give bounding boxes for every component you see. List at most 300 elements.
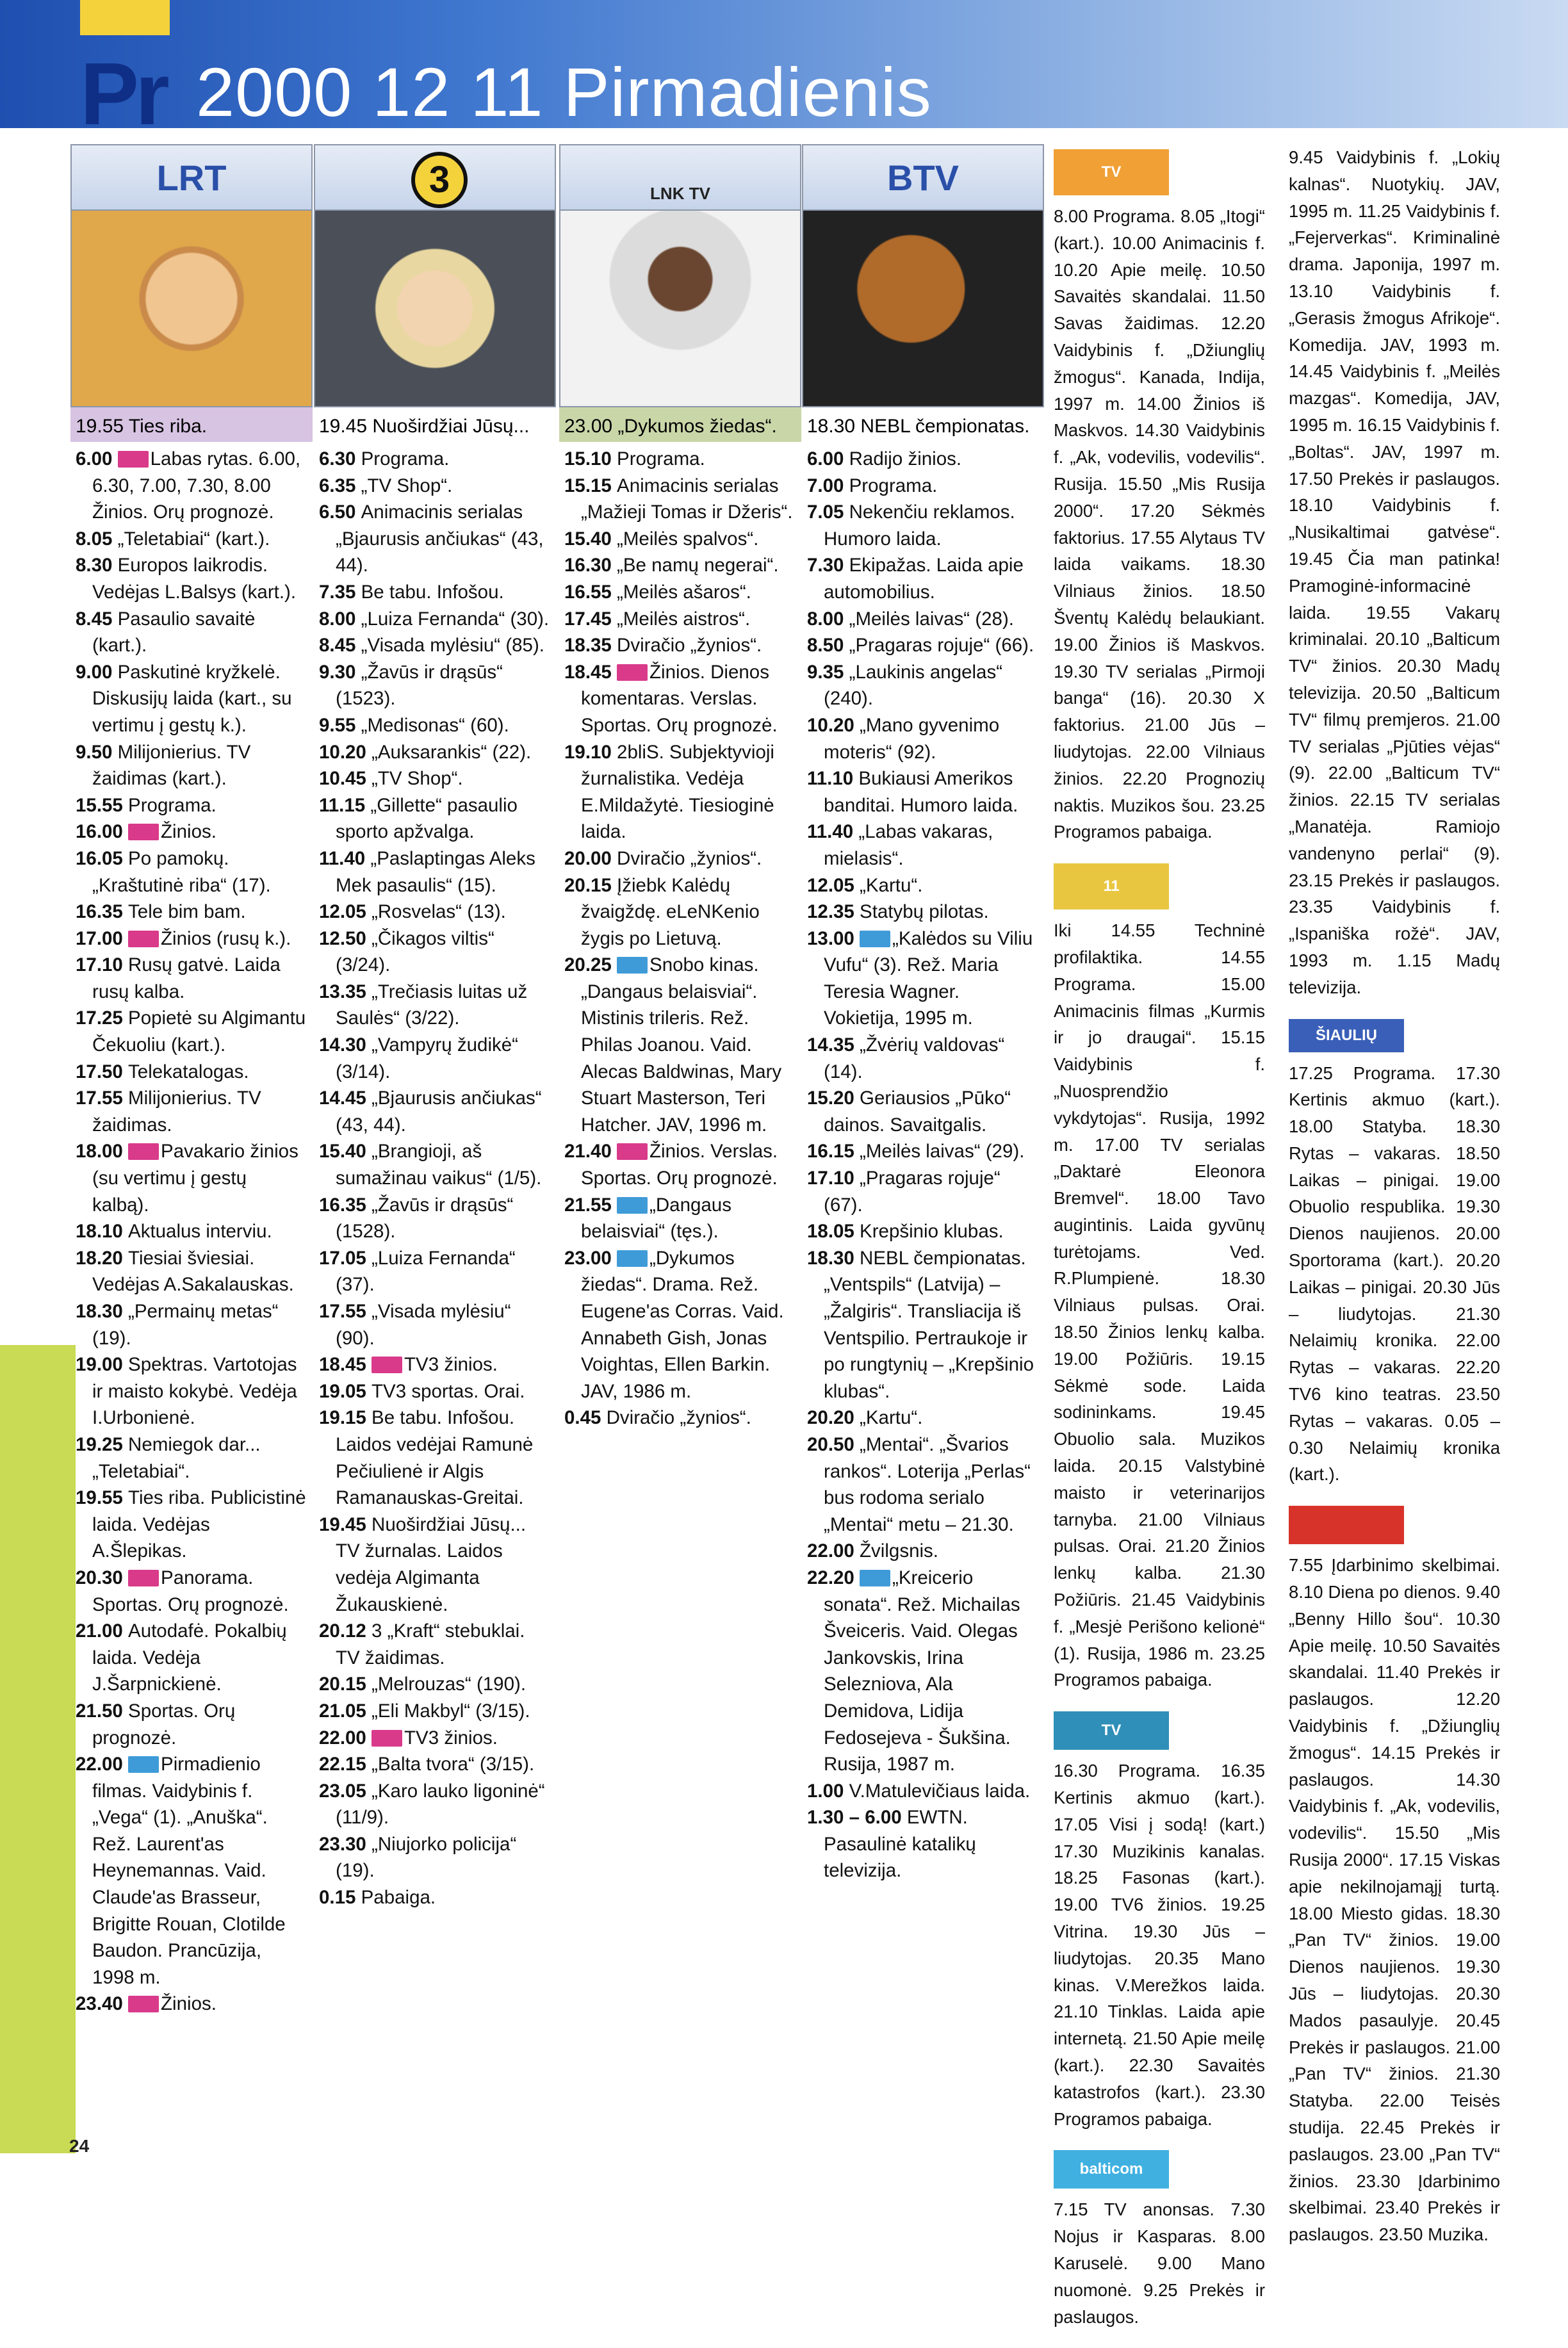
program-entry bbox=[319, 659, 551, 712]
program-title: „Laukinis angelas“ (240). bbox=[824, 661, 1003, 710]
program-entry bbox=[76, 1618, 307, 1698]
program-entry bbox=[564, 446, 796, 473]
program-entry bbox=[319, 1884, 551, 1911]
program-listing bbox=[559, 442, 801, 1431]
program-title: „Meilės ašaros“. bbox=[617, 581, 751, 603]
program-entry bbox=[76, 1431, 307, 1485]
program-title: Nemiegok dar... „Teletabiai“. bbox=[92, 1433, 261, 1482]
program-title: Snobo kinas. „Dangaus belaisviai“. Mistinis trileris. Rež. Philas Joanou. Vaid. Alecas Baldwinas, Mary Stuart Masterson, Teri Hatcher. JAV, 1996 m. bbox=[581, 954, 782, 1136]
program-time: 16.30 bbox=[564, 555, 617, 576]
program-title: 2bliS. Subjektyvioji žurnalistika. Vedėja E.Mildažytė. Tiesioginė laida. bbox=[581, 741, 774, 843]
program-title: „Dangaus belaisviai“ (tęs.). bbox=[581, 1194, 731, 1243]
program-time: 9.50 bbox=[76, 741, 118, 763]
program-title: „Trečiasis luitas už Saulės“ (3/22). bbox=[336, 981, 528, 1029]
program-title: Dviračio „žynios“. bbox=[617, 847, 762, 869]
program-time: 7.00 bbox=[807, 475, 849, 496]
program-title: 3 „Kraft“ stebuklai. TV žaidimas. bbox=[336, 1620, 525, 1668]
program-time: 18.35 bbox=[564, 635, 617, 656]
program-title: Labas rytas. 6.00, 6.30, 7.00, 7.30, 8.00 Žinios. Orų prognozė. bbox=[92, 448, 301, 523]
program-time: 9.55 bbox=[319, 714, 361, 736]
program-time: 16.00 bbox=[76, 821, 129, 843]
program-time: 14.45 bbox=[319, 1088, 372, 1109]
program-time: 13.35 bbox=[319, 981, 372, 1002]
film-badge-icon bbox=[128, 1756, 159, 1773]
program-title: „Gillette“ pasaulio sporto apžvalga. bbox=[336, 794, 518, 843]
program-time: 15.15 bbox=[564, 475, 617, 496]
station-schedule: 7.15 TV anonsas. 7.30 Nojus ir Kasparas. 8.00 Karuselė. 9.00 Mano nuomonė. 9.25 Prekės ir paslaugos. bbox=[1054, 2199, 1265, 2327]
program-title: Europos laikrodis. Vedėjas L.Balsys (kart.). bbox=[92, 555, 297, 603]
program-entry bbox=[807, 446, 1039, 473]
program-entry bbox=[319, 1085, 551, 1138]
program-time: 19.55 bbox=[76, 1487, 129, 1509]
program-time: 7.35 bbox=[319, 581, 361, 603]
program-time: 19.10 bbox=[564, 741, 617, 763]
program-entry bbox=[319, 499, 551, 579]
program-time: 19.25 bbox=[76, 1433, 129, 1455]
program-title: Pirmadienio filmas. Vaidybinis f. „Vega“ (1). „Anuška“. Rež. Laurent'as Heynemannas. Vaid. Claude'as Brasseur, Brigitte Rouan, Clotilde Baudon. Prancūzija, 1998 m. bbox=[92, 1754, 286, 1988]
program-title: Radijo žinios. bbox=[849, 448, 962, 469]
program-time: 9.00 bbox=[76, 661, 118, 683]
program-title: Dviračio „žynios“. bbox=[606, 1407, 751, 1429]
program-title: „Kreicerio sonata“. Rež. Michailas Šveiceris. Vaid. Olegas Jankovskis, Irina Selezniova, Ala Demidova, Lidija Fedosejeva - Šukšina. Rusija, 1987 m. bbox=[824, 1567, 1020, 1775]
program-time: 23.00 bbox=[564, 1247, 617, 1269]
program-title: Pavakario žinios (su vertimu į gestų kalbą). bbox=[92, 1141, 298, 1216]
program-time: 9.35 bbox=[807, 661, 849, 683]
prime-time-highlight: 19.45 Nuoširdžiai Jūsų... bbox=[314, 407, 556, 442]
news-badge-icon bbox=[128, 824, 159, 840]
program-entry bbox=[319, 925, 551, 979]
program-entry bbox=[807, 659, 1039, 712]
program-title: Žinios. bbox=[161, 1993, 216, 2015]
program-entry bbox=[564, 526, 796, 553]
program-listing bbox=[314, 442, 556, 1911]
prime-time-highlight: 18.30 NEBL čempionatas. bbox=[802, 407, 1044, 442]
film-badge-icon bbox=[860, 1570, 890, 1586]
regional-station bbox=[1289, 144, 1500, 1001]
program-entry bbox=[319, 1698, 551, 1725]
program-time: 15.40 bbox=[319, 1141, 372, 1162]
program-time: 14.30 bbox=[319, 1034, 372, 1056]
program-title: „Pragaras rojuje“ (67). bbox=[824, 1168, 1000, 1216]
channel-photo bbox=[70, 211, 313, 407]
program-time: 12.05 bbox=[807, 874, 860, 896]
news-badge-icon bbox=[372, 1730, 402, 1747]
film-badge-icon bbox=[617, 1250, 648, 1267]
film-badge-icon bbox=[617, 1197, 648, 1214]
program-entry bbox=[564, 1192, 796, 1245]
program-title: Ekipažas. Laida apie automobilius. bbox=[824, 555, 1024, 603]
program-title: Programa. bbox=[617, 448, 705, 469]
news-badge-icon bbox=[128, 931, 159, 947]
news-badge-icon bbox=[128, 1143, 159, 1160]
program-title: Popietė su Algimantu Čekuoliu (kart.). bbox=[92, 1007, 306, 1056]
program-listing bbox=[70, 442, 313, 2018]
program-time: 6.35 bbox=[319, 475, 361, 496]
program-entry bbox=[76, 899, 307, 925]
program-title: Žinios. Dienos komentaras. Verslas. Sportas. Orų prognozė. bbox=[581, 661, 778, 736]
program-time: 12.05 bbox=[319, 901, 372, 923]
program-time: 18.30 bbox=[76, 1301, 129, 1322]
program-time: 12.35 bbox=[807, 901, 860, 923]
program-time: 8.50 bbox=[807, 635, 849, 656]
program-title: „Auksarankis“ (22). bbox=[372, 741, 532, 763]
program-time: 1.00 bbox=[807, 1780, 849, 1802]
program-entry bbox=[76, 526, 307, 553]
news-badge-icon bbox=[617, 1143, 648, 1160]
program-entry bbox=[76, 1751, 307, 1991]
page-number: 24 bbox=[69, 2136, 90, 2156]
program-entry bbox=[807, 1245, 1039, 1405]
station-logo: TV bbox=[1054, 1711, 1169, 1750]
program-entry bbox=[319, 1751, 551, 1778]
program-entry bbox=[76, 1991, 307, 2018]
regional-station bbox=[1054, 863, 1265, 1693]
margin-band bbox=[0, 128, 76, 1345]
program-time: 20.15 bbox=[564, 874, 617, 896]
program-title: Panorama. Sportas. Orų prognozė. bbox=[92, 1567, 289, 1615]
program-entry bbox=[319, 1512, 551, 1618]
program-entry bbox=[564, 632, 796, 659]
program-entry bbox=[807, 1565, 1039, 1778]
program-time: 17.25 bbox=[76, 1007, 129, 1029]
program-time: 19.45 bbox=[319, 1513, 372, 1535]
program-entry bbox=[76, 845, 307, 899]
program-time: 17.55 bbox=[319, 1301, 372, 1322]
program-title: Ties riba. Publicistinė laida. Vedėjas A.Šlepikas. bbox=[92, 1487, 306, 1562]
program-entry bbox=[807, 1138, 1039, 1165]
program-title: Pasaulio savaitė (kart.). bbox=[92, 608, 256, 656]
station-logo: ŠIAULIŲ bbox=[1289, 1019, 1404, 1052]
program-time: 17.10 bbox=[76, 954, 129, 976]
program-title: Programa. bbox=[361, 448, 450, 469]
station-logo: balticom bbox=[1054, 2150, 1169, 2189]
program-entry bbox=[76, 659, 307, 739]
program-time: 8.30 bbox=[76, 555, 118, 576]
regional-station bbox=[1054, 2150, 1265, 2330]
program-time: 17.10 bbox=[807, 1168, 860, 1189]
program-entry bbox=[564, 579, 796, 606]
program-entry bbox=[807, 632, 1039, 659]
program-title: „Bjaurusis ančiukas“ (43, 44). bbox=[336, 1088, 542, 1136]
program-entry bbox=[807, 1538, 1039, 1565]
program-time: 22.15 bbox=[319, 1754, 372, 1775]
program-time: 8.45 bbox=[319, 635, 361, 656]
program-time: 16.05 bbox=[76, 847, 129, 869]
program-time: 20.30 bbox=[76, 1567, 129, 1588]
program-time: 7.30 bbox=[807, 555, 849, 576]
program-entry bbox=[319, 792, 551, 845]
regional-station bbox=[1289, 1506, 1500, 2248]
station-schedule: 8.00 Programa. 8.05 „Itogi“ (kart.). 10.00 Animacinis f. 10.20 Apie meilę. 10.50 Savaitės skandalai. 11.50 Savas žaidimas. 12.20 Vaidybinis f. „Džiunglių žmogus“. Kanada, Indija, 1997 m. 14.00 Žinios iš Maskvos. 14.30 Vaidybinis f. „Ak, vodevilis, vodevilis“. Rusija. 15.50 „Mis Rusija 2000“. 17.20 Sėkmės faktorius. 17.55 Alytaus TV laida vaikams. 18.30 Vilniaus žinios. 18.50 Šventų Kalėdų belaukiant. 19.00 Žinios iš Maskvos. 19.30 TV serialas „Pirmoji banga“ (16). 20.30 X faktorius. 21.00 Jūs – liudytojas. 22.00 Vilniaus žinios. 22.20 Prognozių naktis. Muzikos šou. 23.25 Programos pabaiga. bbox=[1054, 206, 1265, 842]
regional-station bbox=[1054, 149, 1265, 845]
program-entry bbox=[807, 1778, 1039, 1805]
program-time: 20.50 bbox=[807, 1433, 860, 1455]
program-title: Animacinis serialas „Mažieji Tomas ir Džeris“. bbox=[581, 475, 793, 523]
film-badge-icon bbox=[860, 931, 890, 947]
program-title: Be tabu. Infošou. Laidos vedėjai Ramunė Pečiulienė ir Algis Ramanauskas-Greitai. bbox=[336, 1407, 534, 1509]
program-entry bbox=[76, 739, 307, 792]
program-entry bbox=[319, 1671, 551, 1698]
station-schedule: 7.55 Įdarbinimo skelbimai. 8.10 Diena po dienos. 9.40 „Benny Hillo šou“. 10.30 Apie meilę. 10.50 Savaitės skandalai. 11.40 Prekės ir paslaugos. 12.20 Vaidybinis f. „Džiunglių žmogus“. 14.15 Prekės ir paslaugos. 14.30 Vaidybinis f. „Ak, vodevilis, vodevilis“. 15.50 „Mis Rusija 2000“. 17.15 Viskas apie nekilnojamąjį turtą. 18.00 Miesto gidas. 18.30 „Pan TV“ žinios. 19.00 Dienos naujienos. 19.30 Jūs – liudytojas. 20.30 Mados pasaulyje. 20.45 Prekės ir paslaugos. 21.00 „Pan TV“ žinios. 21.30 Statyba. 22.00 Teisės studija. 22.45 Prekės ir paslaugos. 23.00 „Pan TV“ žinios. 23.30 Įdarbinimo skelbimai. 23.40 Prekės ir paslaugos. 23.50 Muzika. bbox=[1289, 1555, 1500, 2245]
program-entry bbox=[807, 552, 1039, 605]
program-entry bbox=[76, 606, 307, 659]
program-time: 19.15 bbox=[319, 1407, 372, 1429]
program-title: „Rosvelas“ (13). bbox=[372, 901, 506, 923]
program-entry bbox=[564, 845, 796, 872]
program-entry bbox=[76, 552, 307, 605]
program-title: „Mentai“. „Švarios rankos“. Loterija „Perlas“ bus rodoma serialo „Mentai“ metu – 21.30. bbox=[824, 1433, 1031, 1535]
channel-column bbox=[559, 144, 801, 1431]
program-time: 11.40 bbox=[807, 821, 859, 843]
program-title: Animacinis serialas „Bjaurusis ančiukas“ (43, 44). bbox=[336, 501, 544, 576]
program-time: 18.20 bbox=[76, 1247, 129, 1269]
page-title: 2000 12 11 Pirmadienis bbox=[196, 53, 932, 131]
program-title: Programa. bbox=[849, 475, 938, 496]
program-entry bbox=[319, 739, 551, 766]
news-badge-icon bbox=[617, 664, 648, 681]
program-time: 18.10 bbox=[76, 1221, 129, 1243]
program-listing bbox=[802, 442, 1044, 1884]
program-time: 12.50 bbox=[319, 927, 372, 949]
program-title: „Meilės laivas“ (29). bbox=[860, 1141, 1025, 1162]
program-time: 21.00 bbox=[76, 1620, 129, 1642]
program-title: Žinios. Verslas. Sportas. Orų prognozė. bbox=[581, 1141, 778, 1189]
program-title: EWTN. Pasaulinė katalikų televizija. bbox=[824, 1807, 976, 1882]
program-entry bbox=[564, 552, 796, 579]
program-time: 22.00 bbox=[807, 1540, 860, 1562]
program-entry bbox=[807, 1431, 1039, 1538]
program-entry bbox=[319, 446, 551, 473]
program-time: 21.55 bbox=[564, 1194, 617, 1216]
program-time: 15.20 bbox=[807, 1088, 860, 1109]
program-entry bbox=[76, 446, 307, 526]
channel-column bbox=[314, 144, 556, 1911]
program-time: 14.35 bbox=[807, 1034, 860, 1056]
program-entry bbox=[319, 1725, 551, 1752]
program-time: 10.20 bbox=[319, 741, 372, 763]
program-title: Nekenčiu reklamos. Humoro laida. bbox=[824, 501, 1015, 550]
program-entry bbox=[807, 473, 1039, 500]
program-time: 16.55 bbox=[564, 581, 617, 603]
regional-station bbox=[1289, 1019, 1500, 1488]
program-entry bbox=[807, 712, 1039, 765]
program-time: 11.40 bbox=[319, 847, 371, 869]
program-entry bbox=[319, 712, 551, 739]
program-title: „Visada mylėsiu“ (90). bbox=[336, 1301, 511, 1349]
program-entry bbox=[319, 1378, 551, 1405]
program-time: 10.20 bbox=[807, 714, 860, 736]
program-title: „Niujorko policija“ (19). bbox=[336, 1833, 517, 1882]
program-time: 0.45 bbox=[564, 1407, 607, 1429]
program-title: „Žvėrių valdovas“ (14). bbox=[824, 1034, 1005, 1082]
news-badge-icon bbox=[128, 1996, 159, 2012]
program-time: 16.15 bbox=[807, 1141, 860, 1162]
program-time: 21.40 bbox=[564, 1141, 617, 1162]
program-time: 13.00 bbox=[807, 927, 860, 949]
program-title: Žinios (rusų k.). bbox=[161, 927, 291, 949]
news-badge-icon bbox=[372, 1357, 402, 1373]
program-time: 15.55 bbox=[76, 794, 129, 816]
program-time: 18.00 bbox=[76, 1141, 129, 1162]
program-title: „Brangioji, aš sumažinau vaikus“ (1/5). bbox=[336, 1141, 542, 1189]
program-entry bbox=[807, 765, 1039, 819]
program-entry bbox=[319, 1778, 551, 1831]
channel-logo-text: LNK TV bbox=[650, 184, 710, 203]
program-time: 18.05 bbox=[807, 1221, 860, 1243]
program-entry bbox=[76, 792, 307, 819]
program-title: „Vampyrų žudikė“ (3/14). bbox=[336, 1034, 519, 1082]
program-entry bbox=[76, 1085, 307, 1138]
program-title: V.Matulevičiaus laida. bbox=[849, 1780, 1031, 1802]
program-time: 6.30 bbox=[319, 448, 361, 469]
program-title: TV3 žinios. bbox=[404, 1727, 498, 1749]
program-time: 22.00 bbox=[319, 1727, 372, 1749]
program-entry bbox=[564, 1405, 796, 1431]
program-title: „Žavūs ir drąsūs“ (1528). bbox=[336, 1194, 514, 1243]
program-title: Statybų pilotas. bbox=[860, 901, 989, 923]
section-logo: Pr bbox=[80, 45, 166, 143]
program-title: NEBL čempionatas. „Ventspils“ (Latvija) – „Žalgiris“. Transliacija iš Ventspilio. Pertraukoje ir po rungtynių – „Krepšinio klubas“. bbox=[824, 1247, 1034, 1402]
program-time: 8.00 bbox=[807, 608, 849, 630]
program-title: „Karo lauko ligoninė“ (11/9). bbox=[336, 1780, 545, 1829]
program-entry bbox=[76, 819, 307, 845]
program-entry bbox=[807, 899, 1039, 925]
program-time: 18.45 bbox=[319, 1354, 372, 1376]
program-time: 8.45 bbox=[76, 608, 118, 630]
program-time: 15.40 bbox=[564, 528, 617, 550]
program-time: 9.30 bbox=[319, 661, 361, 683]
program-title: Įžiebk Kalėdų žvaigždę. eLeNKenio žygis po Lietuvą. bbox=[581, 874, 760, 949]
program-entry bbox=[564, 1138, 796, 1191]
program-time: 17.50 bbox=[76, 1061, 129, 1082]
program-title: „Kartu“. bbox=[860, 874, 923, 896]
channel-logo bbox=[70, 144, 313, 211]
program-entry bbox=[76, 1138, 307, 1218]
channel-photo bbox=[314, 211, 556, 407]
program-title: Spektras. Vartotojas ir maisto kokybė. Vedėja I.Urbonienė. bbox=[92, 1354, 297, 1429]
prime-time-highlight: 23.00 „Dykumos žiedas“. bbox=[559, 407, 801, 442]
program-title: Po pamokų. „Kraštutinė riba“ (17). bbox=[92, 847, 271, 896]
program-entry bbox=[807, 499, 1039, 552]
program-time: 20.00 bbox=[564, 847, 617, 869]
program-time: 0.15 bbox=[319, 1887, 361, 1909]
program-time: 21.50 bbox=[76, 1700, 129, 1722]
news-badge-icon bbox=[118, 451, 149, 468]
program-entry bbox=[76, 1005, 307, 1058]
channel-column bbox=[802, 144, 1044, 1884]
channel-logo-text: LRT bbox=[156, 158, 227, 198]
program-entry bbox=[319, 1405, 551, 1511]
program-entry bbox=[319, 1618, 551, 1671]
program-title: Bukiausi Amerikos banditai. Humoro laida. bbox=[824, 768, 1018, 816]
program-time: 6.00 bbox=[807, 448, 849, 469]
program-time: 1.30 – 6.00 bbox=[807, 1807, 907, 1829]
program-entry bbox=[76, 1298, 307, 1351]
program-title: „TV Shop“. bbox=[361, 475, 453, 496]
program-entry bbox=[564, 952, 796, 1138]
program-title: „Žavūs ir drąsūs“ (1523). bbox=[336, 661, 503, 710]
program-entry bbox=[807, 1032, 1039, 1085]
program-entry bbox=[319, 765, 551, 792]
program-entry bbox=[807, 1165, 1039, 1218]
program-title: „Dykumos žiedas“. Drama. Rež. Eugene'as Corras. Vaid. Annabeth Gish, Jonas Voightas, Ellen Barkin. JAV, 1986 m. bbox=[581, 1247, 784, 1402]
program-time: 23.40 bbox=[76, 1993, 129, 2015]
program-title: Nuoširdžiai Jūsų... TV žurnalas. Laidos vedėja Algimanta Žukauskienė. bbox=[336, 1513, 527, 1615]
margin-band-green bbox=[0, 1345, 76, 2153]
program-entry bbox=[807, 606, 1039, 633]
program-entry bbox=[564, 1245, 796, 1405]
program-title: „Teletabiai“ (kart.). bbox=[117, 528, 270, 550]
program-time: 10.45 bbox=[319, 768, 372, 790]
station-schedule: Iki 14.55 Techninė profilaktika. 14.55 Programa. 15.00 Animacinis filmas „Kurmis ir jo draugai“. 15.15 Vaidybinis f. „Nuosprendžio vykdytojas“. Rusija, 1992 m. 17.00 TV serialas „Daktarė Eleonora Bremvel“. 18.00 Tavo augintinis. Laida gyvūnų turėtojams. Ved. R.Plumpienė. 18.30 Vilniaus pulsas. Orai. 18.50 Žinios lenkų kalba. 19.00 Požiūris. 19.15 Sėkmė sode. Laida sodininkams. 19.45 Obuolio sala. Muzikos laida. 20.15 Valstybinė maisto ir veterinarijos tarnyba. 21.00 Vilniaus pulsas. Orai. 21.20 Žinios lenkų kalba. 21.30 Požiūris. 21.45 Vaidybinis f. „Mesjė Perišono kelionė“ (1). Rusija, 1986 m. 23.25 Programos pabaiga. bbox=[1054, 920, 1265, 1690]
program-time: 23.05 bbox=[319, 1780, 372, 1802]
program-title: Aktualus interviu. bbox=[128, 1221, 272, 1243]
program-time: 8.05 bbox=[76, 528, 118, 550]
program-title: Dviračio „žynios“. bbox=[617, 635, 762, 656]
program-title: Milijonierius. TV žaidimas. bbox=[92, 1088, 261, 1136]
program-title: Sportas. Orų prognozė. bbox=[92, 1700, 236, 1749]
program-time: 8.00 bbox=[319, 608, 361, 630]
program-time: 6.00 bbox=[76, 448, 118, 469]
regional-station bbox=[1054, 1711, 1265, 2132]
program-time: 17.05 bbox=[319, 1247, 372, 1269]
program-entry bbox=[76, 1059, 307, 1086]
program-time: 22.00 bbox=[76, 1754, 129, 1775]
station-schedule: 9.45 Vaidybinis f. „Lokių kalnas“. Nuotykių. JAV, 1995 m. 11.25 Vaidybinis f. „Fejerverkas“. Kriminalinė drama. Japonija, 1997 m. 13.10 Vaidybinis f. „Gerasis žmogus Afrikoje“. Komedija. JAV, 1993 m. 14.45 Vaidybinis f. „Meilės mazgas“. Komedija, JAV, 1995 m. 16.15 Vaidybinis f. „Boltas“. JAV, 1997 m. 17.50 Prekės ir paslaugos. 18.10 Vaidybinis f. „Nusikaltimai gatvėse“. 19.45 Čia man patinka! Pramoginė-informacinė laida. 19.55 Vakarų kriminalai. 20.10 „Balticum TV“ žinios. 20.30 Madų televizija. 20.50 „Balticum TV“ filmų premjeros. 21.00 TV serialas „Pjūties vėjas“ (9). 22.00 „Balticum TV“ žinios. 22.15 TV serialas „Manatėja. Ramiojo vandenyno perlai“ (9). 23.15 Prekės ir paslaugos. 23.35 Vaidybinis f. „Ispaniška rožė“. JAV, 1993 m. 1.15 Madų televizija. bbox=[1289, 147, 1500, 997]
program-entry bbox=[807, 819, 1039, 872]
station-logo: TV bbox=[1054, 149, 1169, 195]
program-entry bbox=[319, 1138, 551, 1191]
program-title: Tele bim bam. bbox=[128, 901, 246, 923]
program-title: „Luiza Fernanda“ (37). bbox=[336, 1247, 516, 1296]
program-entry bbox=[76, 1565, 307, 1618]
program-time: 21.05 bbox=[319, 1700, 372, 1722]
program-entry bbox=[564, 739, 796, 845]
program-title: „Medisonas“ (60). bbox=[361, 714, 509, 736]
program-title: „Kalėdos su Viliu Vufu“ (3). Rež. Maria Teresia Wagner. Vokietija, 1995 m. bbox=[824, 927, 1033, 1029]
program-entry bbox=[807, 925, 1039, 1032]
station-logo bbox=[1289, 1506, 1404, 1544]
program-title: „Kartu“. bbox=[860, 1407, 923, 1429]
channel-logo bbox=[559, 144, 801, 211]
program-title: „Paslaptingas Aleks Mek pasaulis“ (15). bbox=[336, 847, 535, 896]
regional-column-b bbox=[1289, 144, 1500, 2266]
program-entry bbox=[319, 606, 551, 633]
program-title: Telekatalogas. bbox=[128, 1061, 249, 1082]
program-time: 18.30 bbox=[807, 1247, 860, 1269]
program-entry bbox=[319, 1192, 551, 1245]
station-schedule: 17.25 Programa. 17.30 Kertinis akmuo (kart.). 18.00 Statyba. 18.30 Rytas – vakaras. 18.50 Laikas – pinigai. 19.00 Obuolio respublika. 19.30 Dienos naujienos. 20.00 Sportorama (kart.). 20.20 Laikas – pinigai. 20.30 Jūs – liudytojas. 21.30 Nelaimių kronika. 22.00 Rytas – vakaras. 22.20 TV6 kino teatras. 23.50 Rytas – vakaras. 0.05 – 0.30 Nelaimių kronika (kart.). bbox=[1289, 1063, 1500, 1485]
channel-logo-text: 3 bbox=[411, 152, 468, 208]
program-entry bbox=[76, 952, 307, 1005]
program-entry bbox=[319, 899, 551, 925]
program-title: „Luiza Fernanda“ (30). bbox=[361, 608, 550, 630]
program-time: 20.25 bbox=[564, 954, 617, 976]
program-time: 17.55 bbox=[76, 1088, 129, 1109]
news-badge-icon bbox=[128, 1570, 159, 1586]
logo-accent bbox=[80, 0, 170, 35]
program-time: 22.20 bbox=[807, 1567, 860, 1588]
program-title: „Mano gyvenimo moteris“ (92). bbox=[824, 714, 1000, 763]
program-entry bbox=[319, 1032, 551, 1085]
program-entry bbox=[76, 1485, 307, 1565]
program-title: „Meilės spalvos“. bbox=[617, 528, 759, 550]
program-entry bbox=[564, 659, 796, 739]
program-time: 18.45 bbox=[564, 661, 617, 683]
program-title: „TV Shop“. bbox=[372, 768, 463, 790]
program-title: Programa. bbox=[128, 794, 216, 816]
program-entry bbox=[319, 1245, 551, 1298]
